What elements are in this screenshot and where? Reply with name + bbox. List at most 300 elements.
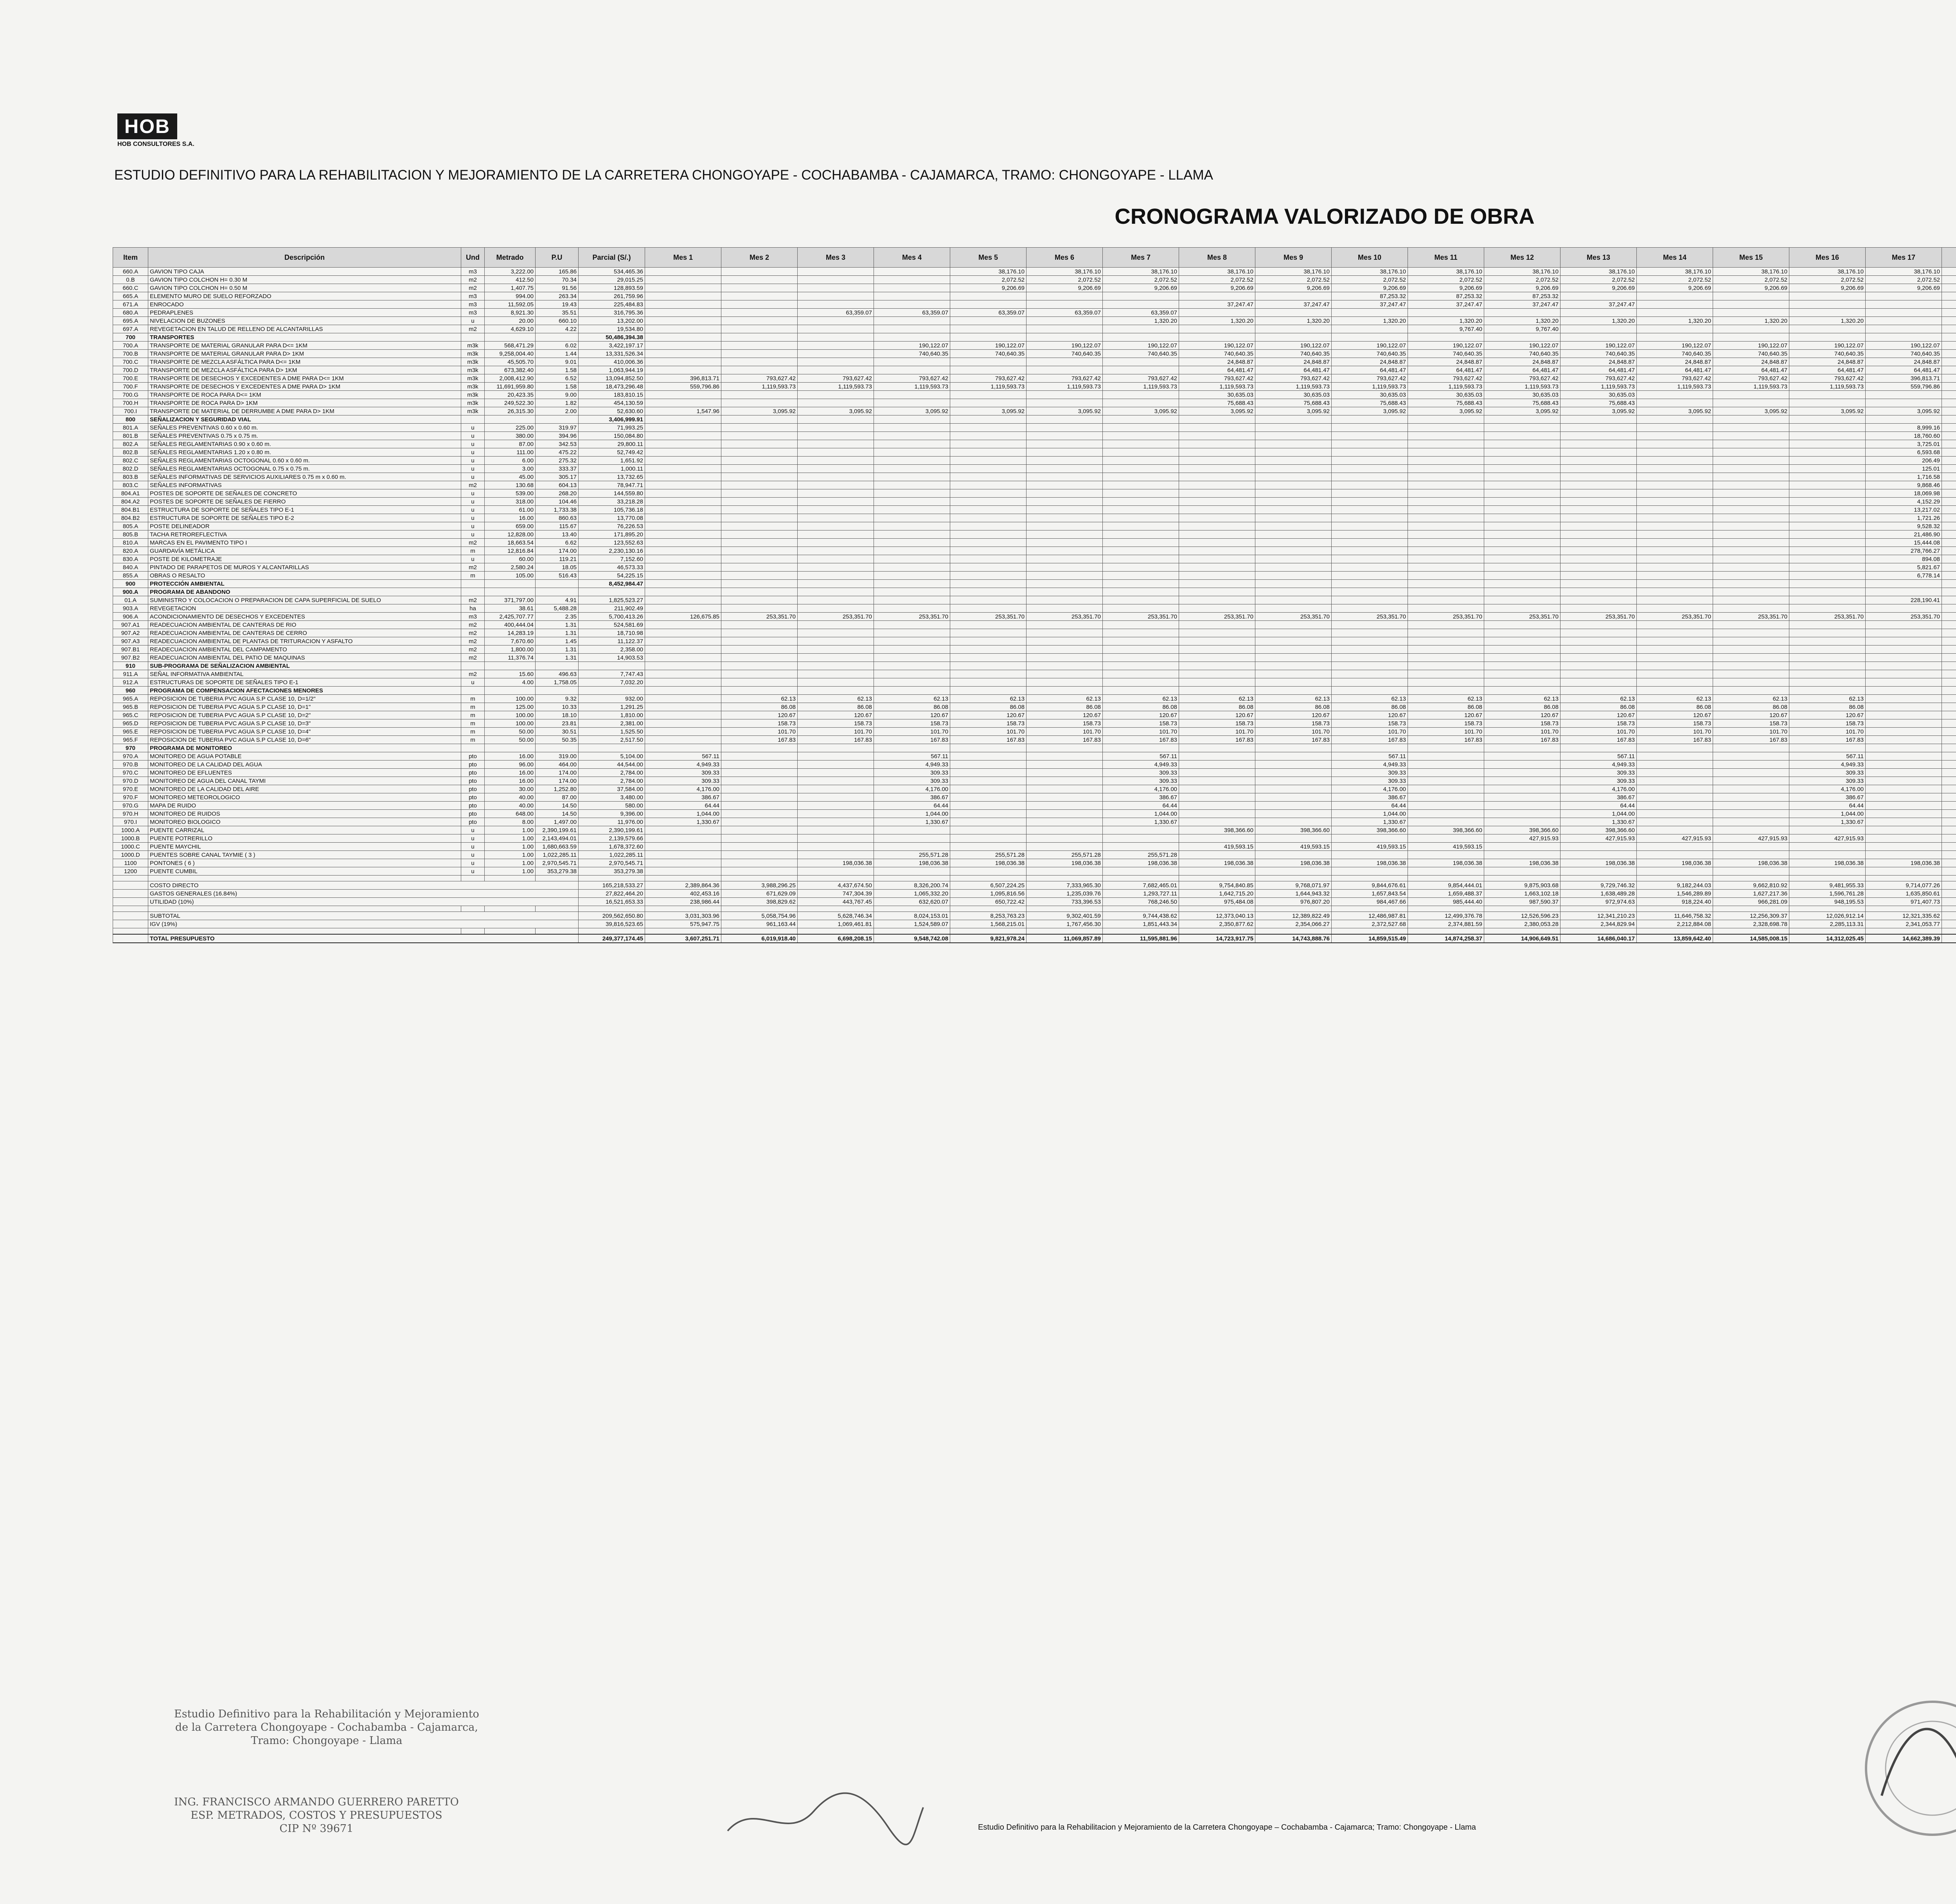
table-cell <box>1103 678 1179 687</box>
table-cell: 6.00 <box>485 457 536 465</box>
table-cell: 567.11 <box>645 752 721 761</box>
table-cell <box>1942 736 1956 744</box>
table-row <box>113 300 1956 309</box>
table-cell: 12,389,822.49 <box>1255 912 1332 920</box>
table-row <box>113 810 1956 818</box>
table-cell: 671.A <box>113 300 148 309</box>
table-cell: 1,678,372.60 <box>579 843 645 851</box>
table-cell: 2,072.52 <box>1332 276 1408 284</box>
table-cell <box>1866 826 1942 834</box>
table-cell: 427,915.93 <box>1484 834 1560 843</box>
table-cell <box>1866 818 1942 826</box>
column-header: Mes 2 <box>721 248 798 268</box>
table-cell <box>1942 407 1956 415</box>
table-row <box>113 342 1956 350</box>
table-cell: 255,571.28 <box>1027 851 1103 859</box>
table-cell <box>1255 333 1332 342</box>
table-cell <box>1713 621 1789 629</box>
table-cell <box>950 448 1027 457</box>
table-cell: pto <box>461 802 485 810</box>
table-cell: 125.00 <box>485 703 536 711</box>
table-cell: u <box>461 489 485 498</box>
table-cell <box>1560 555 1637 563</box>
table-cell <box>1027 473 1103 481</box>
document-title: CRONOGRAMA VALORIZADO DE OBRA <box>1115 204 1535 228</box>
table-cell <box>1408 645 1484 654</box>
table-cell <box>798 670 874 678</box>
table-cell <box>950 514 1027 522</box>
table-cell: 567.11 <box>1103 752 1179 761</box>
table-cell <box>950 604 1027 613</box>
table-cell <box>1713 440 1789 448</box>
table-cell <box>1027 555 1103 563</box>
table-cell: 18,663.54 <box>485 539 536 547</box>
table-cell: 126,675.85 <box>645 613 721 621</box>
table-cell: u <box>461 843 485 851</box>
table-cell <box>1942 333 1956 342</box>
table-cell: 860.63 <box>536 514 579 522</box>
table-cell: 14.50 <box>536 810 579 818</box>
table-cell <box>1942 793 1956 802</box>
table-cell <box>1713 457 1789 465</box>
table-cell: 190,122.07 <box>1332 342 1408 350</box>
table-cell <box>1484 761 1560 769</box>
table-cell <box>721 867 798 876</box>
table-cell: 2,072.52 <box>1179 276 1255 284</box>
table-cell <box>645 826 721 834</box>
table-cell: m3k <box>461 399 485 407</box>
table-cell: 18,473,296.48 <box>579 383 645 391</box>
table-cell: NIVELACION DE BUZONES <box>148 317 461 325</box>
table-cell: u <box>461 448 485 457</box>
schedule-table <box>113 247 1956 943</box>
table-cell: 26,315.30 <box>485 407 536 415</box>
table-cell: MONITOREO DE AGUA POTABLE <box>148 752 461 761</box>
table-cell <box>1255 785 1332 793</box>
table-cell <box>798 424 874 432</box>
table-cell <box>645 906 721 912</box>
table-cell: 7,333,965.30 <box>1027 881 1103 890</box>
table-cell: 801.A <box>113 424 148 432</box>
table-cell <box>950 530 1027 539</box>
table-cell <box>1255 810 1332 818</box>
table-cell <box>1255 906 1332 912</box>
table-cell <box>1484 522 1560 530</box>
table-cell <box>1027 547 1103 555</box>
table-cell <box>1408 547 1484 555</box>
table-cell <box>1027 867 1103 876</box>
table-cell <box>1332 432 1408 440</box>
table-cell: 12,828.00 <box>485 530 536 539</box>
table-cell: 1000.D <box>113 851 148 859</box>
table-row <box>113 465 1956 473</box>
table-cell <box>721 530 798 539</box>
table-cell <box>1332 906 1408 912</box>
table-cell <box>1560 498 1637 506</box>
table-cell <box>950 539 1027 547</box>
table-cell <box>721 637 798 645</box>
table-cell: 1,825,523.27 <box>579 596 645 604</box>
table-cell <box>950 325 1027 333</box>
table-cell <box>1866 793 1942 802</box>
table-cell: 1.00 <box>485 859 536 867</box>
table-cell <box>536 928 579 935</box>
table-cell <box>1942 350 1956 358</box>
table-cell: 2,970,545.71 <box>579 859 645 867</box>
table-cell: 740,640.35 <box>1027 350 1103 358</box>
table-cell: m3k <box>461 366 485 374</box>
table-cell <box>1103 687 1179 695</box>
table-cell: 24,848.87 <box>1255 358 1332 366</box>
table-cell: 2,350,877.62 <box>1179 920 1255 928</box>
table-cell: 1100 <box>113 859 148 867</box>
table-cell <box>1332 867 1408 876</box>
table-cell <box>645 670 721 678</box>
table-cell <box>1560 588 1637 596</box>
table-cell <box>1255 802 1332 810</box>
spacer-row <box>113 906 1956 912</box>
table-cell: 16.00 <box>485 769 536 777</box>
table-cell: 174.00 <box>536 547 579 555</box>
table-cell <box>536 876 579 881</box>
table-cell <box>148 876 461 881</box>
table-cell: 1,119,593.73 <box>1255 383 1332 391</box>
table-cell <box>1713 851 1789 859</box>
table-cell: 120.67 <box>1637 711 1713 719</box>
table-row <box>113 514 1956 522</box>
table-cell: 793,627.42 <box>950 374 1027 383</box>
table-cell <box>1713 876 1789 881</box>
table-cell <box>645 572 721 580</box>
table-cell <box>1103 867 1179 876</box>
table-cell: pto <box>461 752 485 761</box>
table-cell: 86.08 <box>721 703 798 711</box>
table-cell <box>645 580 721 588</box>
table-cell: 3,095.92 <box>721 407 798 415</box>
table-cell: 2,784.00 <box>579 769 645 777</box>
table-cell: ha <box>461 604 485 613</box>
table-cell: 1,851,443.34 <box>1103 920 1179 928</box>
table-row <box>113 572 1956 580</box>
table-cell: 804.B1 <box>113 506 148 514</box>
table-cell: 793,627.42 <box>1713 374 1789 383</box>
table-cell <box>721 777 798 785</box>
table-cell <box>1332 481 1408 489</box>
table-cell <box>1255 489 1332 498</box>
table-cell: m <box>461 547 485 555</box>
table-cell <box>1332 333 1408 342</box>
table-cell: 1,119,593.73 <box>1179 383 1255 391</box>
table-cell: POSTE DELINEADOR <box>148 522 461 530</box>
table-cell: 9.32 <box>536 695 579 703</box>
table-cell: 10.33 <box>536 703 579 711</box>
table-cell: 158.73 <box>1789 719 1866 728</box>
table-cell <box>1179 440 1255 448</box>
table-cell <box>1789 473 1866 481</box>
table-cell <box>1942 555 1956 563</box>
table-cell: 0.B <box>113 276 148 284</box>
table-cell: 3,725.01 <box>1866 440 1942 448</box>
table-cell: 253,351.70 <box>1255 613 1332 621</box>
table-cell: 2,285,113.31 <box>1789 920 1866 928</box>
table-cell <box>1332 424 1408 432</box>
table-cell: 14,312,025.45 <box>1789 934 1866 943</box>
table-cell: 464.00 <box>536 761 579 769</box>
table-cell <box>950 621 1027 629</box>
table-cell: u <box>461 522 485 530</box>
table-cell <box>1027 752 1103 761</box>
table-cell <box>1942 465 1956 473</box>
table-cell: 793,627.42 <box>874 374 950 383</box>
table-cell: 75,688.43 <box>1408 399 1484 407</box>
table-cell <box>1179 580 1255 588</box>
table-cell <box>1179 547 1255 555</box>
table-cell: 1,497.00 <box>536 818 579 826</box>
table-cell <box>1866 325 1942 333</box>
table-cell <box>1103 448 1179 457</box>
table-cell: 24,848.87 <box>1866 358 1942 366</box>
table-cell: 3,095.92 <box>1103 407 1179 415</box>
table-cell: 14,859,515.49 <box>1332 934 1408 943</box>
table-cell: 37,247.47 <box>1484 300 1560 309</box>
table-cell: 793,627.42 <box>1103 374 1179 383</box>
table-cell <box>1179 670 1255 678</box>
table-cell <box>721 276 798 284</box>
table-cell <box>1713 481 1789 489</box>
table-row <box>113 843 1956 851</box>
table-cell: 1000.B <box>113 834 148 843</box>
table-cell: u <box>461 317 485 325</box>
table-cell <box>1179 752 1255 761</box>
table-cell <box>1942 596 1956 604</box>
table-cell: PROGRAMA DE ABANDONO <box>148 588 461 596</box>
table-cell <box>1942 522 1956 530</box>
table-cell <box>1408 588 1484 596</box>
table-cell <box>645 498 721 506</box>
table-cell <box>485 333 536 342</box>
table-cell <box>1484 928 1560 935</box>
table-cell <box>1789 580 1866 588</box>
table-cell <box>1560 687 1637 695</box>
table-row <box>113 793 1956 802</box>
table-cell: 970.C <box>113 769 148 777</box>
table-cell <box>798 662 874 670</box>
table-cell: 965.D <box>113 719 148 728</box>
table-cell <box>950 928 1027 935</box>
table-cell <box>1713 547 1789 555</box>
table-cell: 660.10 <box>536 317 579 325</box>
table-cell: u <box>461 457 485 465</box>
table-cell: 9,206.69 <box>1027 284 1103 292</box>
table-cell <box>1484 473 1560 481</box>
column-header: Mes 11 <box>1408 248 1484 268</box>
table-cell: 1,547.96 <box>645 407 721 415</box>
table-cell: 3,095.92 <box>874 407 950 415</box>
table-cell <box>1637 547 1713 555</box>
table-cell <box>1942 777 1956 785</box>
table-cell: REPOSICION DE TUBERIA PVC AGUA S.P CLASE 10, D=3" <box>148 719 461 728</box>
table-cell <box>1103 563 1179 572</box>
table-cell: 700.H <box>113 399 148 407</box>
table-cell: 2,212,884.08 <box>1637 920 1713 928</box>
table-cell <box>798 465 874 473</box>
table-cell: 2,328,698.78 <box>1713 920 1789 928</box>
table-cell <box>874 654 950 662</box>
table-cell <box>1255 604 1332 613</box>
table-cell: u <box>461 859 485 867</box>
table-cell <box>1637 432 1713 440</box>
table-cell <box>1637 687 1713 695</box>
table-cell: 62.13 <box>1560 695 1637 703</box>
table-cell <box>1332 662 1408 670</box>
table-cell <box>1103 424 1179 432</box>
table-cell <box>1179 522 1255 530</box>
table-cell: 278,766.27 <box>1866 547 1942 555</box>
table-cell <box>1027 843 1103 851</box>
table-cell <box>1713 604 1789 613</box>
table-cell <box>798 481 874 489</box>
table-cell <box>645 596 721 604</box>
table-cell <box>1789 514 1866 522</box>
table-cell: 2,072.52 <box>1255 276 1332 284</box>
table-cell: 830.A <box>113 555 148 563</box>
table-cell: 1,291.25 <box>579 703 645 711</box>
table-cell <box>1332 415 1408 424</box>
table-cell: 427,915.93 <box>1637 834 1713 843</box>
table-cell <box>1484 432 1560 440</box>
table-cell: 249,522.30 <box>485 399 536 407</box>
table-cell: 38,176.10 <box>1637 268 1713 276</box>
table-cell: 167.83 <box>798 736 874 744</box>
table-cell <box>1179 563 1255 572</box>
table-cell: u <box>461 465 485 473</box>
table-cell <box>798 555 874 563</box>
table-cell <box>1027 333 1103 342</box>
table-cell: m3 <box>461 268 485 276</box>
table-cell <box>1942 506 1956 514</box>
table-cell <box>645 563 721 572</box>
table-cell <box>1789 292 1866 300</box>
table-cell: 86.08 <box>1637 703 1713 711</box>
table-cell <box>1560 514 1637 522</box>
table-cell <box>1179 457 1255 465</box>
table-cell <box>1866 333 1942 342</box>
table-cell <box>798 350 874 358</box>
table-cell <box>645 859 721 867</box>
table-cell <box>1484 539 1560 547</box>
table-cell: 11,069,857.89 <box>1027 934 1103 943</box>
table-cell: 1,320.20 <box>1255 317 1332 325</box>
table-cell <box>950 588 1027 596</box>
table-cell <box>1942 761 1956 769</box>
table-cell: 4,176.00 <box>1560 785 1637 793</box>
column-header: Und <box>461 248 485 268</box>
table-cell: 11,595,881.96 <box>1103 934 1179 943</box>
table-cell: 4.22 <box>536 325 579 333</box>
table-cell <box>536 687 579 695</box>
table-cell <box>1637 457 1713 465</box>
table-row <box>113 350 1956 358</box>
table-cell: 1,721.26 <box>1866 514 1942 522</box>
table-cell <box>1713 637 1789 645</box>
table-cell <box>950 761 1027 769</box>
table-cell: 3,095.92 <box>1027 407 1103 415</box>
table-cell <box>1866 777 1942 785</box>
table-cell <box>1027 481 1103 489</box>
table-cell: 167.83 <box>1713 736 1789 744</box>
table-cell <box>1408 834 1484 843</box>
signer-line: CIP Nº 39671 <box>279 1823 354 1835</box>
table-cell: 454,130.59 <box>579 399 645 407</box>
table-cell <box>1484 802 1560 810</box>
table-cell: 40.00 <box>485 793 536 802</box>
table-cell <box>1484 588 1560 596</box>
table-cell: READECUACION AMBIENTAL DE PLANTAS DE TRITURACION Y ASFALTO <box>148 637 461 645</box>
table-cell: 4,629.10 <box>485 325 536 333</box>
table-cell <box>148 928 461 935</box>
table-cell <box>1179 514 1255 522</box>
table-cell <box>1408 906 1484 912</box>
table-cell: 158.73 <box>1637 719 1713 728</box>
table-cell: 190,122.07 <box>874 342 950 350</box>
table-cell <box>798 928 874 935</box>
table-cell <box>1942 912 1956 920</box>
table-cell <box>874 629 950 637</box>
table-cell <box>1637 399 1713 407</box>
table-cell <box>645 629 721 637</box>
table-cell: 62.13 <box>1179 695 1255 703</box>
table-row <box>113 588 1956 596</box>
table-cell: 64,481.47 <box>1255 366 1332 374</box>
table-cell <box>1408 867 1484 876</box>
table-cell: 8,326,200.74 <box>874 881 950 890</box>
table-cell: 101.70 <box>1255 728 1332 736</box>
table-cell <box>950 818 1027 826</box>
table-cell <box>1179 489 1255 498</box>
table-cell: 894.08 <box>1866 555 1942 563</box>
table-cell <box>1866 309 1942 317</box>
table-cell <box>1027 432 1103 440</box>
table-cell <box>1484 309 1560 317</box>
table-cell: 1,638,489.28 <box>1560 890 1637 898</box>
table-cell <box>1255 678 1332 687</box>
table-cell <box>721 859 798 867</box>
table-cell <box>798 629 874 637</box>
table-row <box>113 785 1956 793</box>
table-cell <box>113 906 148 912</box>
table-cell: 18,069.98 <box>1866 489 1942 498</box>
table-cell <box>461 333 485 342</box>
table-cell: 7,747.43 <box>579 670 645 678</box>
table-cell: 2,380,053.28 <box>1484 920 1560 928</box>
table-cell: 86.08 <box>1789 703 1866 711</box>
table-cell: 3,095.92 <box>1484 407 1560 415</box>
table-cell: 167.83 <box>1484 736 1560 744</box>
table-row <box>113 473 1956 481</box>
table-cell <box>1637 481 1713 489</box>
table-cell: 9,206.69 <box>1866 284 1942 292</box>
table-cell <box>798 621 874 629</box>
table-cell <box>1332 928 1408 935</box>
table-cell <box>1713 769 1789 777</box>
table-cell: 793,627.42 <box>1560 374 1637 383</box>
table-cell: 14,723,917.75 <box>1179 934 1255 943</box>
table-cell: 14,283.19 <box>485 629 536 637</box>
table-cell: 1,119,593.73 <box>1637 383 1713 391</box>
table-cell: 190,122.07 <box>1027 342 1103 350</box>
table-cell <box>1637 843 1713 851</box>
table-row <box>113 407 1956 415</box>
